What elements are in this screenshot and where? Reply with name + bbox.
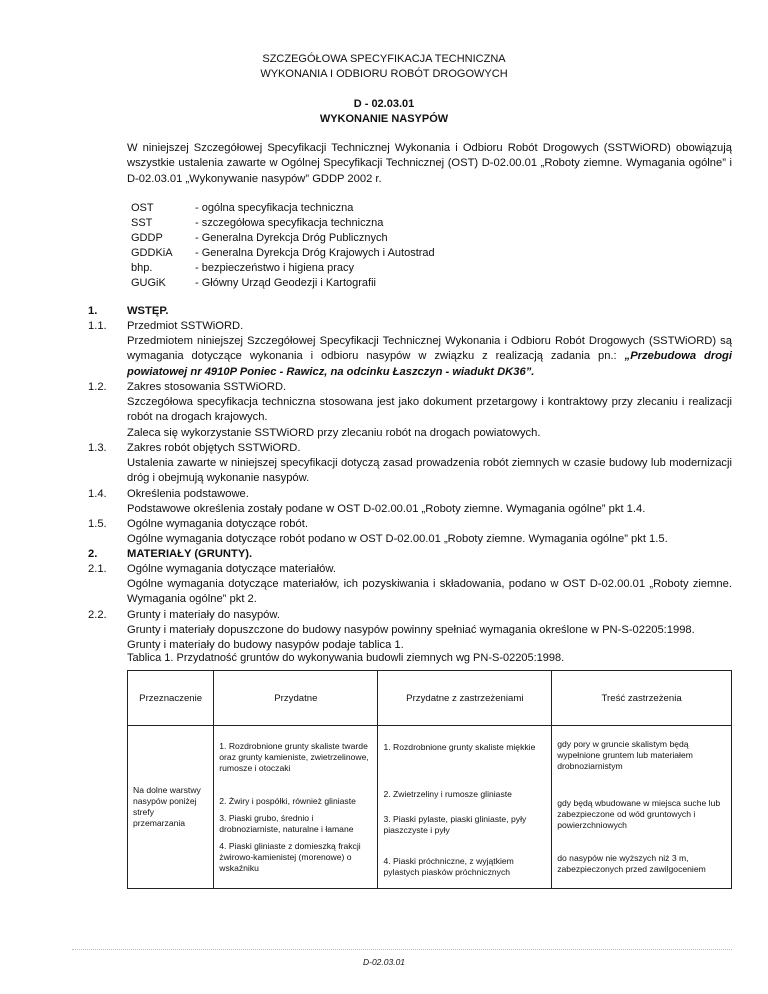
- section-1-2-paragraph: Zaleca się wykorzystanie SSTWiORD przy zlecaniu robót na drogach powiatowych.: [127, 427, 541, 439]
- section-number: 2.1.: [88, 563, 107, 575]
- section-title: Określenia podstawowe.: [127, 488, 249, 500]
- condition-item: gdy pory w gruncie skalistym będą wypełnione gruntem lub materiałem drobnoziarnistym: [557, 739, 693, 771]
- abbreviation-key: SST: [131, 217, 153, 229]
- section-title: Ogólne wymagania dotyczące robót.: [127, 518, 308, 530]
- doc-header-line1: SZCZEGÓŁOWA SPECYFIKACJA TECHNICZNA: [262, 53, 506, 65]
- abbreviation-value: - ogólna specyfikacja techniczna: [195, 202, 354, 214]
- doc-code: D - 02.03.01: [353, 98, 415, 110]
- abbreviation-value: - szczegółowa specyfikacja techniczna: [195, 217, 384, 229]
- section-1-1-paragraph: [127, 334, 732, 380]
- section-2-2-paragraph: Grunty i materiały do budowy nasypów podaje tablica 1.: [127, 639, 404, 651]
- abbreviation-value: - Generalna Dyrekcja Dróg Krajowych i Autostrad: [195, 247, 435, 259]
- suitable-item: 1. Rozdrobnione grunty skaliste twarde oraz grunty kamieniste, zwietrzelinowe, rumosze i otoczaki: [219, 740, 369, 773]
- section-number: 2.: [88, 548, 98, 560]
- section-title: WSTĘP.: [127, 305, 169, 317]
- section-1-1-text: Przedmiotem niniejszej Szczegółowej Specyfikacji Technicznej Wykonania i Odbioru Robót Drogowych (SSTWiORD) są wymagania dotyczące wykonania i odbioru nasypów w związku z realizacją zadania pn.:: [127, 335, 732, 363]
- table-header-cell: Treść zastrzeżenia: [552, 671, 732, 726]
- abbreviation-key: GUGiK: [131, 277, 166, 289]
- suitable-item: 2. Żwiry i pospółki, również gliniaste: [219, 795, 356, 806]
- suitable-item: 4. Piaski gliniaste z domieszką frakcji żwirowo-kamienistej (morenowe) o wskaźniku: [219, 840, 361, 873]
- abbreviation-key: OST: [131, 202, 154, 214]
- section-1-3-paragraph: Ustalenia zawarte w niniejszej specyfikacji dotyczą zasad prowadzenia robót ziemnych w czasie budowy lub modernizacji dróg i obejmują wykonanie nasypów.: [127, 457, 732, 485]
- section-number: 1.1.: [88, 320, 107, 332]
- section-number: 1.4.: [88, 488, 107, 500]
- abbreviation-value: - Generalna Dyrekcja Dróg Publicznych: [195, 232, 388, 244]
- section-title: Ogólne wymagania dotyczące materiałów.: [127, 563, 336, 575]
- section-1-5-paragraph: Ogólne wymagania dotyczące robót podano w OST D-02.00.01 „Roboty ziemne. Wymagania ogólne” pkt 1.5.: [127, 533, 668, 545]
- conditional-item: 2. Zwietrzeliny i rumosze gliniaste: [383, 789, 512, 799]
- section-1-2-paragraph: Szczegółowa specyfikacja techniczna stosowana jest jako dokument przetargowy i kontraktowy przy zlecaniu i realizacji robót na drogach krajowych.: [127, 396, 732, 424]
- abbreviation-key: bhp.: [131, 262, 153, 274]
- footer-divider: [72, 949, 732, 950]
- section-title: Zakres robót objętych SSTWiORD.: [127, 442, 301, 454]
- section-2-2-paragraph: Grunty i materiały dopuszczone do budowy nasypów powinny spełniać wymagania określone w PN-S-02205:1998.: [127, 624, 695, 636]
- abbreviation-key: GDDP: [131, 232, 163, 244]
- table-header-row: [128, 671, 732, 726]
- abbreviation-value: - Główny Urząd Geodezji i Kartografii: [195, 277, 376, 289]
- section-number: 1.5.: [88, 518, 107, 530]
- abbreviation-value: - bezpieczeństwo i higiena pracy: [195, 262, 354, 274]
- section-1-4-paragraph: Podstawowe określenia zostały podane w OST D-02.00.01 „Roboty ziemne. Wymagania ogólne” pkt 1.4.: [127, 503, 646, 515]
- doc-header-line2: WYKONANIA I ODBIORU ROBÓT DROGOWYCH: [260, 68, 508, 80]
- table-header-cell: Przydatne z zastrzeżeniami: [378, 671, 552, 726]
- conditions-cell: [552, 726, 732, 889]
- section-number: 2.2.: [88, 609, 107, 621]
- section-2-1-paragraph: Ogólne wymagania dotyczące materiałów, ich pozyskiwania i składowania, podano w OST D-02.00.01 „Roboty ziemne. Wymagania ogólne” pkt 2.: [127, 578, 732, 606]
- condition-item: gdy będą wbudowane w miejsca suche lub zabezpieczone od wód gruntowych i powierzchniowych: [557, 798, 721, 830]
- conditional-cell: [378, 726, 552, 889]
- page-footer: D-02.03.01: [362, 957, 406, 967]
- section-number: 1.: [88, 305, 98, 317]
- conditional-item: 4. Piaski próchniczne, z wyjątkiem pylastych piasków próchnicznych: [383, 856, 514, 877]
- table-caption: Tablica 1. Przydatność gruntów do wykonywania budowli ziemnych wg PN-S-02205:1998.: [127, 652, 565, 664]
- intro-paragraph: W niniejszej Szczegółowej Specyfikacji Technicznej Wykonania i Odbioru Robót Drogowych (SSTWiORD) obowiązują wszystkie ustalenia zawarte w Ogólnej Specyfikacji Technicznej (OST) D-02.00.01 „Roboty ziemne. Wymagania ogólne” i D-02.03.01 „Wykonywanie nasypów” GDDP 2002 r.: [127, 142, 732, 185]
- conditional-item: 1. Rozdrobnione grunty skaliste miękkie: [383, 742, 536, 752]
- section-number: 1.2.: [88, 381, 107, 393]
- conditional-item: 3. Piaski pylaste, piaski gliniaste, pyły piaszczyste i pyły: [383, 814, 527, 835]
- purpose-cell: Na dolne warstwy nasypów poniżej strefy przemarzania: [128, 726, 214, 889]
- abbreviation-key: GDDKiA: [131, 247, 173, 259]
- section-title: Zakres stosowania SSTWiORD.: [127, 381, 287, 393]
- table-row: [128, 726, 732, 889]
- condition-item: do nasypów nie wyższych niż 3 m, zabezpieczonych przed zawilgoceniem: [557, 853, 706, 874]
- table-header-cell: Przydatne: [214, 671, 378, 726]
- table-header-cell: Przeznaczenie: [128, 671, 214, 726]
- section-title: Przedmiot SSTWiORD.: [127, 320, 244, 332]
- suitability-table: [127, 670, 732, 889]
- project-name: „Przebudowa drogi powiatowej nr 4910P Poniec - Rawicz, na odcinku Łaszczyn - wiadukt DK36”.: [127, 350, 732, 378]
- section-title: MATERIAŁY (GRUNTY).: [127, 548, 253, 560]
- section-number: 1.3.: [88, 442, 107, 454]
- suitable-cell: [214, 726, 378, 889]
- doc-title: WYKONANIE NASYPÓW: [319, 113, 449, 125]
- section-title: Grunty i materiały do nasypów.: [127, 609, 280, 621]
- suitable-item: 3. Piaski grubo, średnio i drobnoziarniste, naturalne i łamane: [219, 812, 354, 834]
